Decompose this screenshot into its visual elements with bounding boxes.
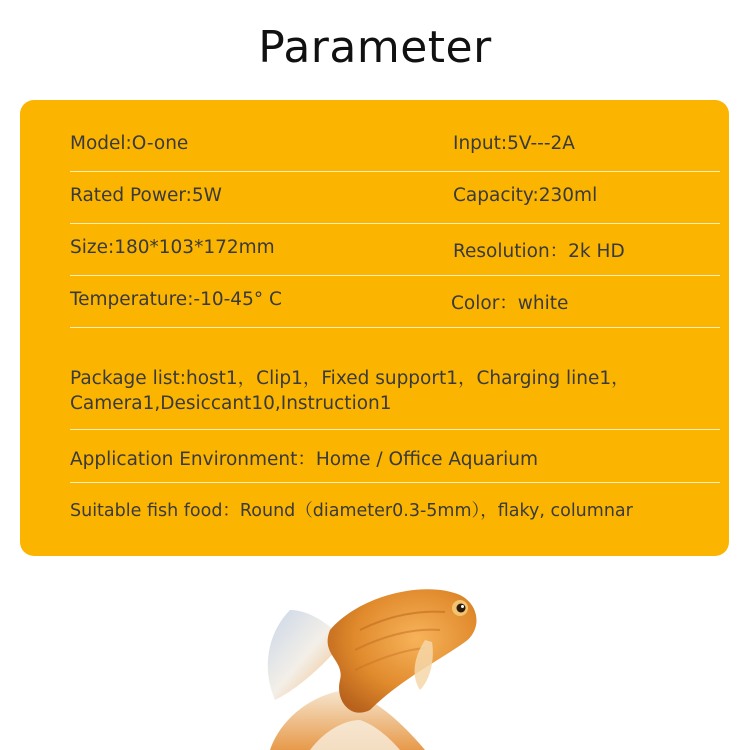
rated-power-label: Rated Power:5W (70, 185, 222, 206)
divider (70, 171, 720, 172)
parameter-card (20, 100, 729, 556)
package-list (70, 366, 630, 416)
color-label: Color：white (451, 293, 569, 314)
suitable-fish-food: Suitable fish food：Round（diameter0.3-5mm），flaky, columnar (70, 501, 633, 521)
page-title: Parameter (258, 22, 492, 73)
package-line-2: Camera1,Desiccant10,Instruction1 (70, 393, 392, 414)
model-label: Model:O-one (70, 133, 189, 154)
resolution-label: Resolution：2k HD (453, 241, 625, 262)
divider (70, 275, 720, 276)
divider (70, 223, 720, 224)
divider (70, 482, 720, 483)
size-label: Size:180*103*172mm (70, 237, 275, 258)
application-environment: Application Environment：Home / Office Aquarium (70, 449, 539, 470)
betta-fish-image (250, 570, 490, 750)
package-line-1: Package list:host1，Clip1，Fixed support1，Charging line1， (70, 368, 630, 389)
input-label: Input:5V---2A (453, 133, 575, 154)
divider (70, 429, 720, 430)
temperature-label: Temperature:-10-45° C (70, 289, 282, 310)
capacity-label: Capacity:230ml (453, 185, 598, 206)
divider (70, 327, 720, 328)
